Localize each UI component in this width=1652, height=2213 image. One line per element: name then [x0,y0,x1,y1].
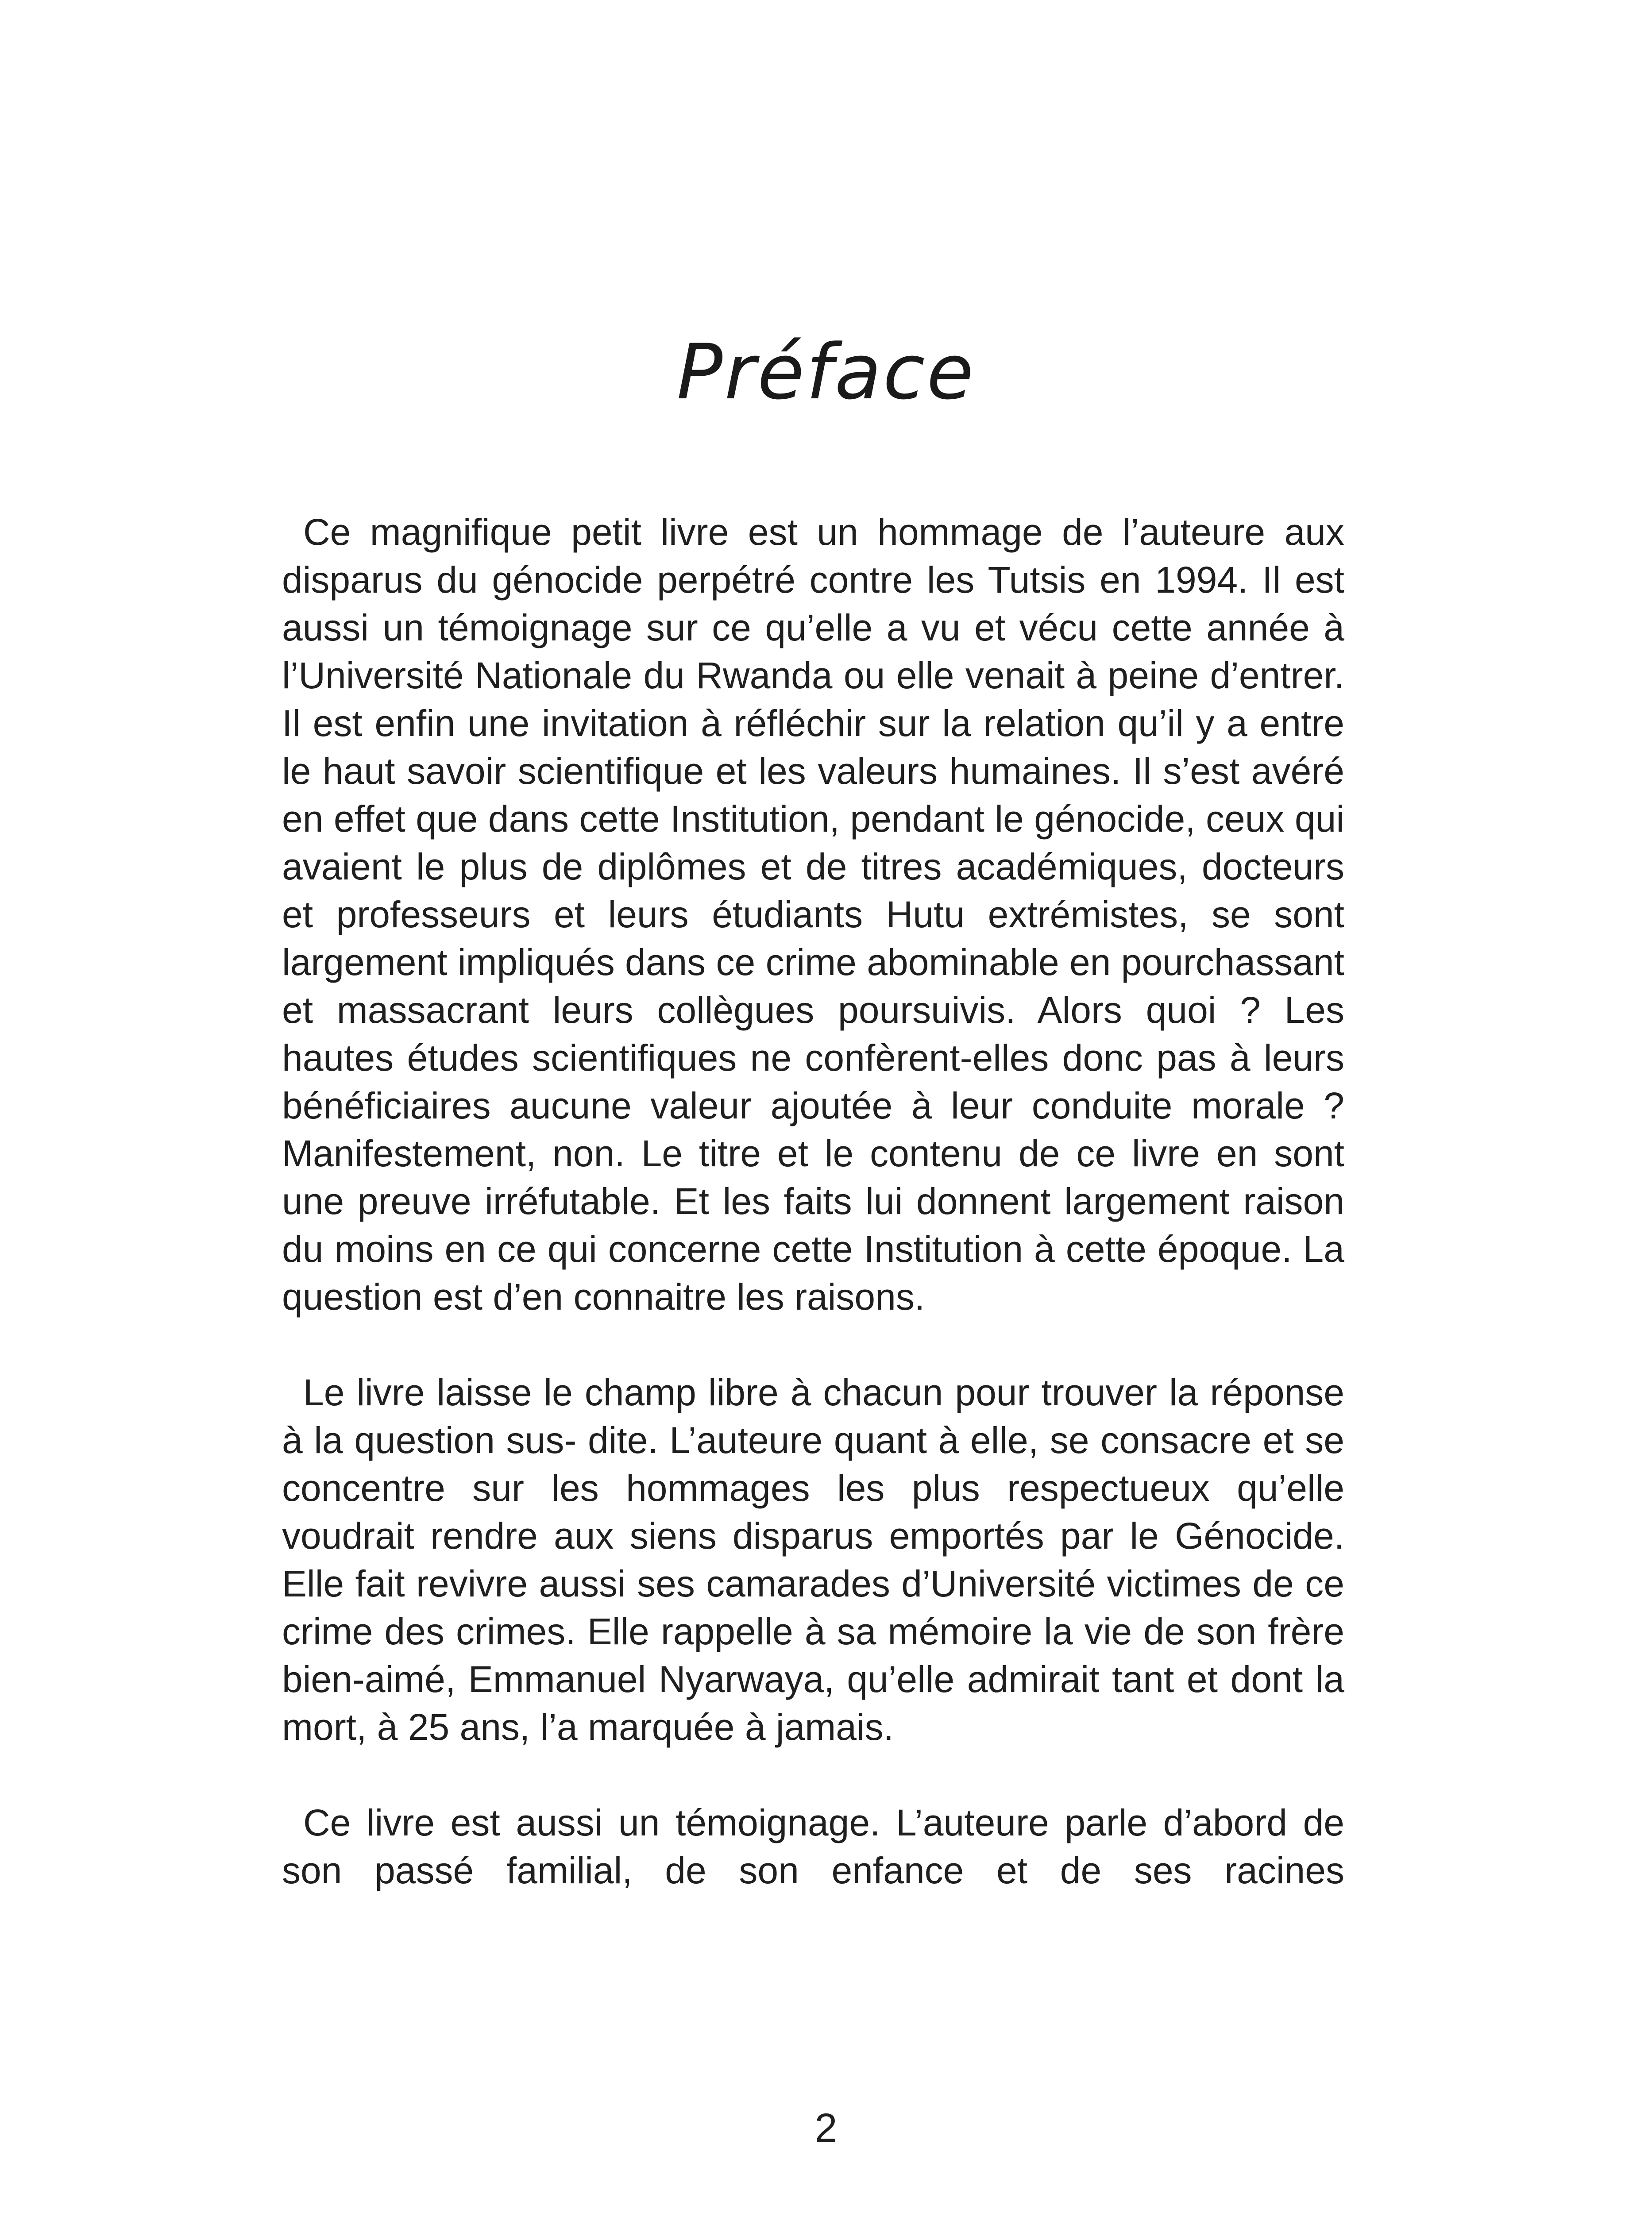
paragraph-2: Le livre laisse le champ libre à chacun pour trouver la réponse à la question sus- dite. L’auteure quant à elle, se consacre et se concentre sur les hommages les plus respectueux qu’elle voudrait rendre aux siens disparus emportés par le Génocide. Elle fait revivre aussi ses camarades d’Université victimes de ce crime des crimes. Elle rappelle à sa mémoire la vie de son frère bien-aimé, Emmanuel Nyarwaya, qu’elle admirait tant et dont la mort, à 25 ans, l’a marquée à jamais. [282,1372,1344,1748]
page-title: Préface [676,328,976,417]
page-number: 2 [814,2105,838,2151]
preface-body [282,508,1344,1894]
paragraph-1: Ce magnifique petit livre est un hommage de l’auteure aux disparus du génocide perpétré contre les Tutsis en 1994. Il est aussi un témoignage sur ce qu’elle a vu et vécu cette année à l’Université Nationale du Rwanda ou elle venait à peine d’entrer. Il est enfin une invitation à réfléchir sur la relation qu’il y a entre le haut savoir scientifique et les valeurs humaines. Il s’est avéré en effet que dans cette Institution, pendant le génocide, ceux qui avaient le plus de diplômes et de titres académiques, docteurs et professeurs et leurs étudiants Hutu extrémistes, se sont largement impliqués dans ce crime abominable en pourchassant et massacrant leurs collègues poursuivis. Alors quoi ? Les hautes études scientifiques ne confèrent-elles donc pas à leurs bénéficiaires aucune valeur ajoutée à leur conduite morale ? Manifestement, non. Le titre et le contenu de ce livre en sont une preuve irréfutable. Et les faits lui donnent largement raison du moins en ce qui concerne cette Institution à cette époque. La question est d’en connaitre les raisons. [282,511,1344,1318]
paragraph-3: Ce livre est aussi un témoignage. L’auteure parle d’abord de son passé familial, de son enfance et de ses racines [282,1802,1344,1891]
